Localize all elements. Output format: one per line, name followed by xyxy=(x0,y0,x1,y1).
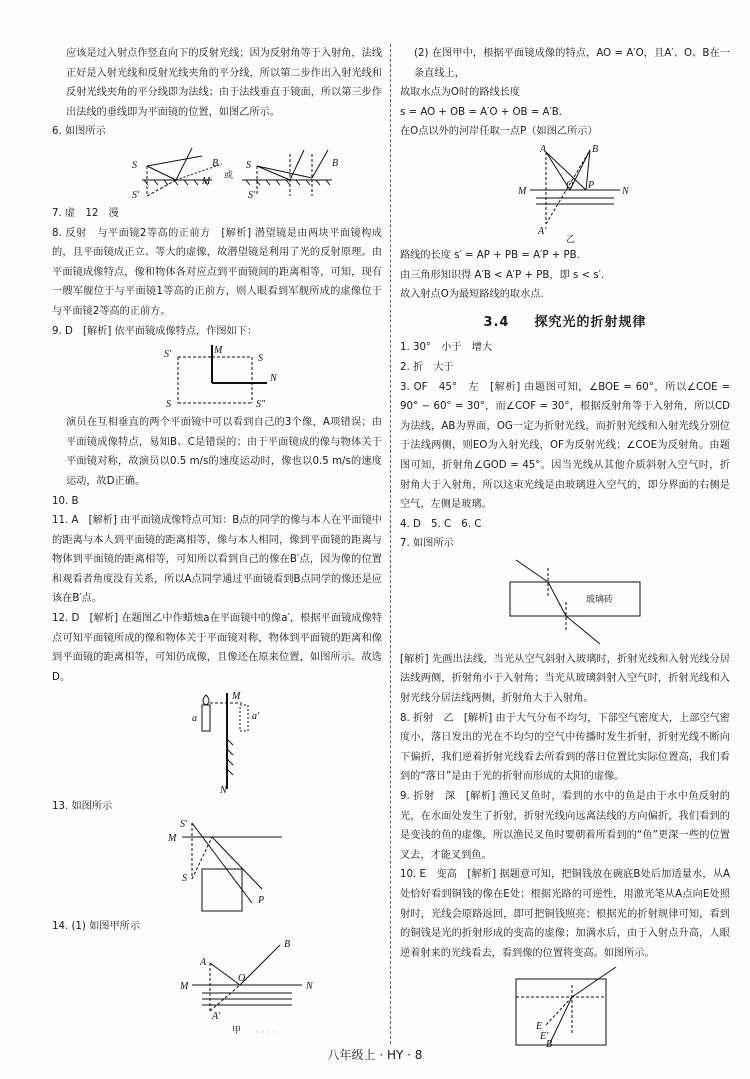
svg-text:B: B xyxy=(592,143,599,155)
answer-6: 6. 如图所示 xyxy=(52,126,106,138)
svg-text:S: S xyxy=(258,353,263,365)
figure-r10 xyxy=(400,965,730,1049)
point-s-label: S xyxy=(132,159,137,171)
svg-text:S′: S′ xyxy=(132,189,140,201)
svg-text:B: B xyxy=(212,157,219,169)
svg-text:B: B xyxy=(332,157,339,169)
answer-12: 12. D [解析] 在题图乙中作蜡烛a在平面镜中的像a′，根据平面镜成像特点可知平面镜所成的像和物体关于平面镜对称，物体到平面镜的距离和像到平面镜的距离相等，可知仍成像，且像还在原来位置，如图所示。故选D。 xyxy=(52,613,382,683)
answer-r1: 1. 30° 小于 增大 xyxy=(400,342,493,354)
svg-text:M: M xyxy=(202,175,211,187)
svg-text:M: M xyxy=(168,833,177,845)
svg-text:N: N xyxy=(220,785,227,796)
answer-7: 7. 虚 12 漫 xyxy=(52,207,119,219)
intro-paragraph: 应该是过入射点作竖直向下的反射光线；因为反射角等于入射角，法线正好是入射光线和反射光线夹角的平分线，所以第二步作出入射光线和反射光线夹角的平分线即为法线；由于法线垂直于镜面，所以第三步作出法线的垂线即为平面镜的位置，如图乙所示。 xyxy=(66,48,382,118)
left-column xyxy=(52,44,382,1037)
figure-14b xyxy=(400,144,730,244)
svg-text:M: M xyxy=(232,691,241,703)
figure-r7 xyxy=(400,556,730,648)
answer-9: 9. D [解析] 依平面镜成像特点，作图如下： xyxy=(52,325,258,337)
svg-text:O: O xyxy=(566,179,574,191)
answer-r8: 8. 折射 乙 [解析] 由于大气分布不均匀，下部空气密度大，上部空气密度小，落日发出的光在不均匀的空气中传播时发生折射，折射光线不断向下偏折，我们逆着折射光线看去所看到的落日位置比实际位置高，我们看到的“落日”是由于光的折射而形成的太阳的虚像。 xyxy=(400,712,730,783)
svg-text:P: P xyxy=(258,895,265,907)
figure-14a xyxy=(52,939,382,1035)
svg-text:N: N xyxy=(622,185,629,197)
svg-text:S″: S″ xyxy=(256,399,266,411)
right-column xyxy=(400,44,730,1051)
svg-text:S: S xyxy=(166,399,171,411)
answer-11: 11. A [解析] 由平面镜成像特点可知：B点的同学的像与本人在平面镜中的距离与本人到平面镜的距离相等，像与本人相同，像到平面镜的距离与物体到平面镜的距离相等，可知所以看到自己的像在B′点，因为像的位置和观看者角度没有关系，所以A点同学通过平面镜看到B点同学的像还是应该在B′点。 xyxy=(52,515,382,605)
figure-9 xyxy=(52,343,382,411)
svg-text:P: P xyxy=(588,179,595,191)
section-title xyxy=(400,313,730,333)
glass-label: 玻璃砖 xyxy=(586,594,614,605)
svg-text:M: M xyxy=(518,185,527,197)
answer-9-explanation: 演员在互相垂直的两个平面镜中可以看到自己的3个像，A项错误；由平面镜成像特点，易知B、C是错误的；由于平面镜成的像与物体关于平面镜对称，故演员以0.5 m/s的速度运动时，像也以0.5 m/s的速度运动，故D正确。 xyxy=(66,417,382,487)
page-footer: 八年级上 · HY · 8 xyxy=(327,1048,423,1062)
svg-text:E′: E′ xyxy=(540,1031,549,1043)
figure-6 xyxy=(52,144,382,202)
svg-text:S′: S′ xyxy=(180,819,188,831)
answer-14-2b: 故取水点为O时的路线长度 xyxy=(400,87,521,99)
svg-text:O: O xyxy=(238,972,246,984)
answer-14-2: (2) 在图甲中，根据平面镜成像的特点，AO = A′O，且A′、O、B在一条直线上， xyxy=(414,48,730,79)
answer-r2: 2. 折 大于 xyxy=(400,361,454,373)
svg-text:B: B xyxy=(284,938,291,950)
answer-r3: 3. OF 45° 左 [解析] 由题图可知，∠BOE = 60°，所以∠COE = 90° − 60° = 30°，而∠COF = 30°，根据反射角等于入射角，所以CD为法线，AB为界面，OG一定为折射光线，而折射光线和入射光线分别位于法线两侧，则EO为入射光线，OF为反射光线；∠COE为反射角。由题图可知，折射角∠GOD = 45°。因当光线从其他介质斜射入空气时，折射角大于入射角，所以这束光线是由玻璃进入空气的，即分界面的右侧是空气，左侧是玻璃。 xyxy=(400,381,730,511)
answer-14-3: 路线的长度 s′ = AP + PB = A′P + PB. xyxy=(400,249,580,261)
svg-text:a′: a′ xyxy=(252,711,260,723)
svg-text:乙: 乙 xyxy=(566,234,576,244)
answer-r9: 9. 折射 深 [解析] 渔民叉鱼时，看到的水中的鱼是由于水中鱼反射的光，在水面处发生了折射，折射光线向远离法线的方向偏折，我们看到的是变浅的鱼的虚像，所以渔民叉鱼时要朝着所看到的“鱼”更深一些的位置叉去，才能叉到鱼。 xyxy=(400,791,730,861)
figure-13 xyxy=(52,819,382,915)
svg-text:E: E xyxy=(536,1021,543,1033)
answer-8: 8. 反射 与平面镜2等高的正前方 [解析] 潜望镜是由两块平面镜构成的，且平面镜成正立、等大的虚像，故潜望镜是利用了光的反射原理。由平面镜成像特点，像和物体各对应点到平面镜间的距离相等，可知，现有一艘军舰位于与平面镜1等高的正前方，则人眼看到军舰所成的虚像位于与平面镜2等高的正前方。 xyxy=(52,227,382,317)
svg-text:N: N xyxy=(306,980,313,992)
figure-12 xyxy=(52,689,382,795)
answer-r4: 4. D 5. C 6. C xyxy=(400,518,482,530)
svg-text:B: B xyxy=(546,1039,553,1050)
svg-text:S: S xyxy=(246,159,251,171)
svg-text:M: M xyxy=(180,980,189,992)
scan-mark: · · · · xyxy=(255,1028,276,1038)
svg-text:a: a xyxy=(192,713,197,725)
section-name: 探究光的折射规律 xyxy=(534,314,647,330)
svg-text:S′: S′ xyxy=(248,189,256,201)
column-divider xyxy=(390,44,391,1044)
answer-10: 10. B xyxy=(52,495,79,507)
section-number: 3.4 xyxy=(483,314,510,330)
svg-text:N: N xyxy=(270,373,277,385)
answer-r7-jx: [解析] 先画出法线，当光从空气斜射入玻璃时，折射光线和入射光线分居法线两侧，折射角小于入射角；当光从玻璃斜射入空气时，折射光线和入射光线分居法线两侧，折射角大于入射角。 xyxy=(400,653,730,705)
answer-14-4: 由三角形知识得 A′B < A′P + PB，即 s < s′. xyxy=(400,269,605,281)
svg-text:或: 或 xyxy=(224,170,234,181)
svg-text:A′: A′ xyxy=(538,225,547,237)
answer-14-5: 故入射点O为最短路线的取水点. xyxy=(400,289,544,301)
svg-text:M: M xyxy=(214,345,223,357)
svg-text:S: S xyxy=(182,873,187,885)
svg-text:A: A xyxy=(540,143,547,155)
answer-r10: 10. E 变高 [解析] 据题意可知，把铜钱放在碗底B处后加适量水，从A处恰好看到铜钱的像在E处；根据光路的可逆性，用激光笔从A点向E处照射时，光线会原路返回，即可把铜钱照亮；根据光的折射规律可知，看到的铜钱是光的折射形成的变高的虚像；加满水后，由于入射点升高，人眼逆着射来的光线看去，看到像的位置将变高。如图所示。 xyxy=(400,869,730,959)
svg-text:甲: 甲 xyxy=(232,1025,242,1035)
answer-14-2c: s = AO + OB = A′O + OB = A′B. xyxy=(400,106,563,118)
answer-14-2d: 在O点以外的河岸任取一点P（如图乙所示） xyxy=(400,126,598,138)
answer-13: 13. 如图所示 xyxy=(52,801,113,813)
svg-text:A′: A′ xyxy=(212,1010,221,1022)
answer-r7: 7. 如图所示 xyxy=(400,538,454,550)
answer-14-1: 14. (1) 如图甲所示 xyxy=(52,921,141,933)
svg-text:A: A xyxy=(200,956,207,968)
svg-text:S′: S′ xyxy=(164,349,172,361)
